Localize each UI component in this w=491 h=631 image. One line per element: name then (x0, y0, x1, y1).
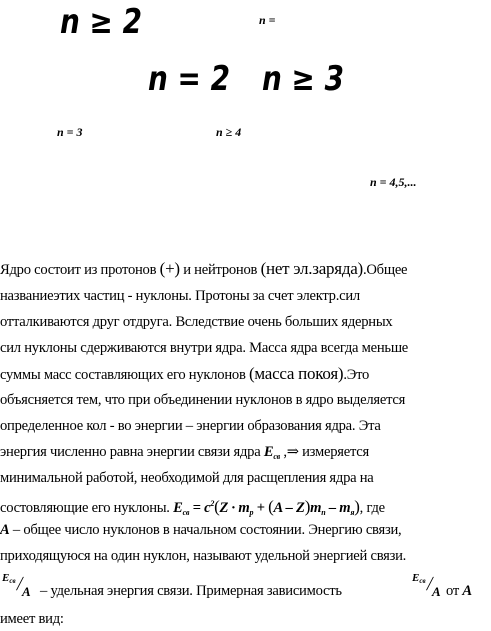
formula-part: + (253, 500, 269, 516)
text-segment: .Это (343, 367, 370, 383)
text-segment: ,⇒ измеряется (279, 444, 369, 460)
text-line-10 (0, 495, 385, 522)
text-segment: – удельная энергия связи. Примерная зависимость (40, 583, 342, 599)
text-line-5 (0, 365, 369, 384)
formula-part: = c (189, 500, 211, 516)
text-line-9: минимальной работой, необходимой для расщепления ядра на (0, 470, 374, 486)
binding-energy-symbol: E (263, 444, 274, 460)
formula-part: – m (325, 500, 351, 516)
text-line-1 (0, 260, 407, 279)
formula-subscript: p (249, 508, 254, 517)
text-segment: , где (359, 500, 385, 516)
text-segment: энергия численно равна энергии связи ядра (0, 444, 264, 460)
text-segment: от (446, 583, 463, 599)
fraction-slash: / (425, 573, 435, 595)
fraction-slash: / (15, 573, 25, 595)
text-line-14: имеет вид: (0, 611, 64, 627)
formula-part: A – Z (273, 500, 305, 516)
binding-energy-symbol: E (173, 500, 183, 516)
text-line-4: сил нуклоны сдерживаются внутри ядра. Масса ядра всегда меньше (0, 340, 409, 356)
formula-n-eq-3: n = 3 (57, 125, 83, 139)
text-line-3: отталкиваются друг отдруга. Вследствие очень больших ядерных (0, 314, 393, 330)
formula-part: m (310, 500, 322, 516)
binding-energy-subscript: св (182, 508, 190, 517)
neutron-note: (нет эл.заряда) (260, 259, 363, 278)
text-segment: – общее число нуклонов в начальном состоянии. Энергию связи, (9, 522, 402, 538)
rest-mass-note: (масса покоя) (248, 364, 344, 383)
fraction-numerator: Eсв (412, 572, 426, 585)
specific-binding-energy-fraction-2 (412, 572, 446, 600)
fraction-numerator: Eсв (2, 572, 16, 585)
text-segment: и нейтронов (179, 262, 261, 278)
text-line-13-end (446, 582, 472, 600)
text-line-7: определенное кол - во энергии – энергии образования ядра. Эта (0, 418, 381, 434)
text-segment: суммы масс составляющих его нуклонов (0, 367, 249, 383)
formula-paren: ( (268, 497, 274, 516)
formula-n-eq-2: n = 2 (148, 59, 231, 99)
text-segment: состовляющие его нуклоны. (0, 500, 174, 516)
formula-part: Z · m (219, 500, 250, 516)
specific-binding-energy-fraction (2, 572, 36, 600)
formula-n-eq-4-5: n = 4,5,... (370, 175, 417, 189)
formula-paren: ( (214, 497, 220, 516)
text-line-8 (0, 443, 369, 466)
nucleon-count-symbol: A (462, 583, 472, 599)
text-line-2: названиеэтих частиц - нуклоны. Протоны за счет электр.сил (0, 288, 360, 304)
text-segment: Ядро состоит из протонов (0, 262, 160, 278)
proton-charge: (+) (159, 259, 180, 278)
fraction-denominator: A (22, 584, 31, 599)
formula-n-ge-3: n ≥ 3 (262, 59, 345, 99)
text-segment: .Общее (362, 262, 408, 278)
formula-n-eq: n = (259, 13, 276, 27)
formula-n-ge-2: n ≥ 2 (60, 2, 143, 42)
formula-paren: ) (354, 497, 360, 516)
nucleon-count-symbol: A (0, 522, 10, 538)
text-line-13 (40, 582, 342, 600)
formula-paren: ) (304, 497, 311, 516)
formula-subscript: я (350, 508, 355, 517)
text-line-12: приходящуюся на один нуклон, называют удельной энергией связи. (0, 548, 407, 564)
text-line-11 (0, 521, 401, 539)
text-line-6: объясняется тем, что при объединении нуклонов в ядро выделяется (0, 392, 406, 408)
formula-exponent: 2 (210, 499, 215, 508)
formula-n-ge-4: n ≥ 4 (216, 125, 242, 139)
binding-energy-subscript: св (273, 452, 280, 461)
fraction-denominator: A (432, 584, 441, 599)
formula-subscript: n (321, 508, 326, 517)
